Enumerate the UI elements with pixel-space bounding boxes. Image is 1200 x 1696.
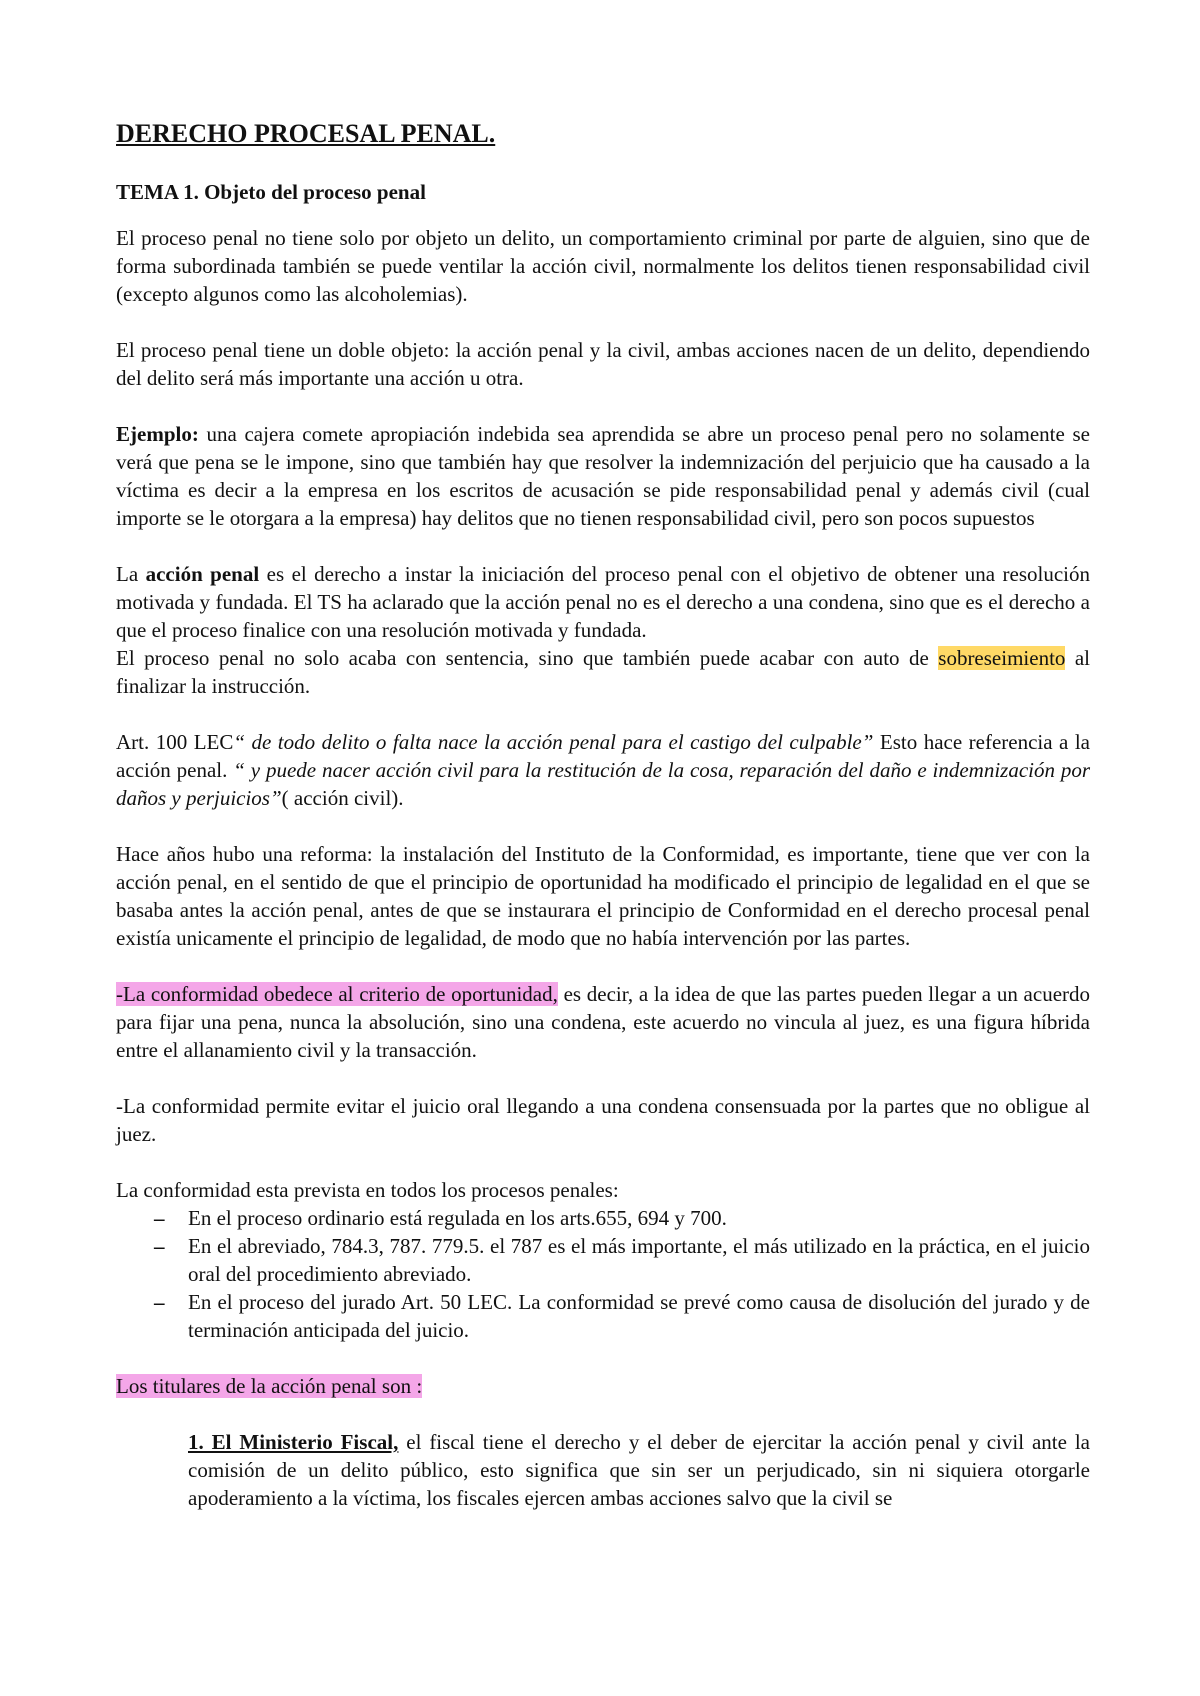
paragraph-1: El proceso penal no tiene solo por objeto un delito, un comportamiento criminal por parte de alguien, sino que de forma subordinada también se puede ventilar la acción civil, normalmente los delitos tienen responsabilidad civil (excepto algunos como las alcoholemias).: [116, 226, 1090, 306]
paragraph-reforma: Hace años hubo una reforma: la instalación del Instituto de la Conformidad, es importante, tiene que ver con la acción penal, en el sentido de que el principio de oportunidad ha modificado el principio de legalidad en el que se basaba antes la acción penal, antes de que se instaurara el principio de Conformidad en el derecho procesal penal existía unicamente el principio de legalidad, de modo que no había intervención por las partes.: [116, 842, 1090, 950]
accion-penal-pre: La: [116, 562, 146, 586]
paragraph-oportunidad: [116, 980, 1090, 1064]
sobreseimiento-highlight: sobreseimiento: [938, 646, 1066, 670]
paragraph-art-100: [116, 728, 1090, 812]
procesos-list: [116, 1204, 1090, 1344]
accion-penal-term: acción penal: [145, 562, 260, 586]
art-100-quote-2: “ y puede nacer acción civil para la restitución de la cosa, reparación del daño e indemnización por daños y perjuicios”: [116, 758, 1091, 810]
document-title: DERECHO PROCESAL PENAL.: [116, 119, 496, 148]
sobreseimiento-post: al finalizar la instrucción.: [116, 646, 1091, 698]
paragraph-accion-penal: [116, 560, 1090, 644]
example-label: Ejemplo:: [116, 422, 199, 446]
paragraph-sobreseimiento: [116, 644, 1090, 700]
example-text: una cajera comete apropiación indebida sea aprendida se abre un proceso penal pero no solamente se verá que pena se le impone, sino que también hay que resolver la indemnización del perjuicio que ha causado a la víctima es decir a la empresa en los escritos de acusación se pide responsabilidad penal y además civil (cual importe se le otorgara a la empresa) hay delitos que no tienen responsabilidad civil, pero son pocos supuestos: [116, 422, 1090, 530]
ministerio-fiscal-text: el fiscal tiene el derecho y el deber de ejercitar la acción penal y civil ante la comisión de un delito público, esto significa que sin ser un perjudicado, sin ni siquiera otorgarle apoderamiento a la víctima, los fiscales ejercen ambas acciones salvo que la civil se: [188, 1430, 1090, 1510]
list-item: – En el proceso ordinario está regulada en los arts.655, 694 y 700.: [188, 1204, 1090, 1232]
oportunidad-highlight: -La conformidad obedece al criterio de oportunidad,: [116, 982, 558, 1006]
paragraph-ministerio-fiscal: [116, 1428, 1090, 1512]
paragraph-procesos: La conformidad esta prevista en todos los procesos penales:: [116, 1178, 619, 1202]
paragraph-juicio-oral: -La conformidad permite evitar el juicio oral llegando a una condena consensuada por la partes que no obligue al juez.: [116, 1094, 1090, 1146]
art-100-quote-1: “ de todo delito o falta nace la acción penal para el castigo del culpable”: [233, 730, 874, 754]
sobreseimiento-pre: El proceso penal no solo acaba con sentencia, sino que también puede acabar con auto de: [116, 646, 939, 670]
paragraph-titulares: [116, 1372, 1090, 1400]
art-100-mid: Esto hace referencia a la acción penal.: [116, 730, 1090, 782]
paragraph-example: [116, 420, 1090, 532]
section-heading: TEMA 1. Objeto del proceso penal: [116, 180, 426, 204]
titulares-highlight: Los titulares de la acción penal son :: [116, 1374, 423, 1398]
accion-penal-text: es el derecho a instar la iniciación del proceso penal con el objetivo de obtener una resolución motivada y fundada. El TS ha aclarado que la acción penal no es el derecho a una condena, sino que es el derecho a que el proceso finalice con una resolución motivada y fundada.: [116, 562, 1090, 642]
list-item: – En el proceso del jurado Art. 50 LEC. La conformidad se prevé como causa de disolución del jurado y de terminación anticipada del juicio.: [188, 1288, 1090, 1344]
art-100-post: ( acción civil).: [281, 786, 404, 810]
list-item: – En el abreviado, 784.3, 787. 779.5. el 787 es el más importante, el más utilizado en la práctica, en el juicio oral del procedimiento abreviado.: [188, 1232, 1090, 1288]
art-100-ref: Art. 100 LEC: [116, 730, 234, 754]
oportunidad-text: es decir, a la idea de que las partes pueden llegar a un acuerdo para fijar una pena, nunca la absolución, sino una condena, este acuerdo no vincula al juez, es una figura híbrida entre el allanamiento civil y la transacción.: [116, 982, 1091, 1062]
ministerio-fiscal-label: 1. El Ministerio Fiscal,: [188, 1430, 399, 1454]
paragraph-2: El proceso penal tiene un doble objeto: la acción penal y la civil, ambas acciones nacen de un delito, dependiendo del delito será más importante una acción u otra.: [116, 338, 1090, 390]
